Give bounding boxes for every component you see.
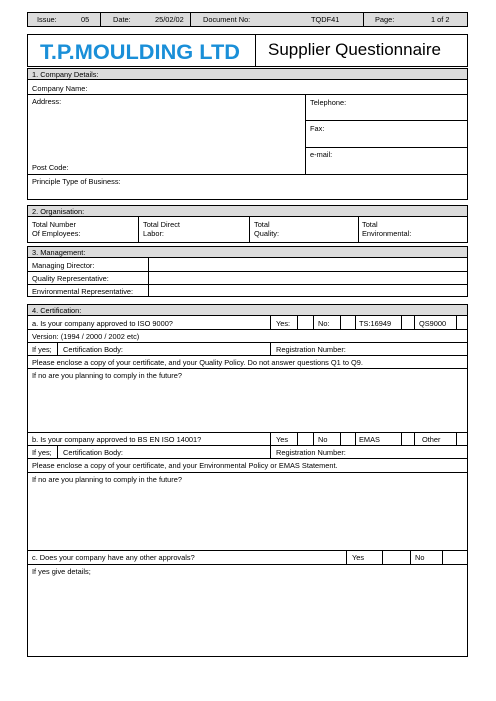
registration-number-field[interactable]: Registration Number: — [276, 345, 346, 354]
logo-text: T.P.MOULDING LTD — [40, 41, 240, 62]
version-field[interactable]: Version: (1994 / 2000 / 2002 etc) — [32, 332, 140, 341]
direct-labor-label-2[interactable]: Labor: — [143, 229, 164, 238]
employees-label-1: Total Number — [32, 220, 76, 229]
environmental-label-2[interactable]: Environmental: — [362, 229, 412, 238]
other-option[interactable]: Other — [422, 435, 441, 444]
employees-label-2[interactable]: Of Employees: — [32, 229, 81, 238]
section-1-heading: 1. Company Details: — [32, 70, 99, 79]
certification-body-field[interactable]: Certification Body: — [63, 345, 123, 354]
certification-body-field-b[interactable]: Certification Body: — [63, 448, 123, 457]
environmental-label-1: Total — [362, 220, 378, 229]
page-title: Supplier Questionnaire — [268, 40, 441, 59]
telephone-field[interactable]: Telephone: — [310, 98, 347, 107]
iso14001-yes-option[interactable]: Yes — [276, 435, 289, 444]
registration-number-field-b[interactable]: Registration Number: — [276, 448, 346, 457]
managing-director-field[interactable]: Managing Director: — [32, 261, 95, 270]
quality-label-2[interactable]: Quality: — [254, 229, 280, 238]
company-logo — [38, 40, 248, 62]
iso9000-no-option[interactable]: No: — [318, 319, 330, 328]
logo-graphic — [38, 40, 248, 62]
qs9000-option[interactable]: QS9000 — [419, 319, 447, 328]
emas-option[interactable]: EMAS — [359, 435, 380, 444]
section-4-heading: 4. Certification: — [32, 306, 82, 315]
quality-representative-field[interactable]: Quality Representative: — [32, 274, 109, 283]
if-yes-label-b: If yes; — [32, 448, 52, 457]
approval-details-field[interactable]: If yes give details; — [32, 567, 91, 576]
document-number-label: Document No: — [203, 15, 251, 24]
address-field[interactable]: Address: — [32, 97, 62, 106]
business-type-field[interactable]: Principle Type of Business: — [32, 177, 121, 186]
date-label: Date: — [113, 15, 131, 24]
iso14001-no-option[interactable]: No — [318, 435, 328, 444]
iso9000-yes-option[interactable]: Yes: — [276, 319, 291, 328]
other-approvals-question: c. Does your company have any other approvals? — [32, 553, 195, 562]
issue-label: Issue: — [37, 15, 57, 24]
other-approvals-no-option[interactable]: No — [415, 553, 425, 562]
issue-value: 05 — [81, 15, 90, 24]
iso9000-question: a. Is your company approved to ISO 9000? — [32, 319, 173, 328]
section-2-heading: 2. Organisation: — [32, 207, 85, 216]
future-plan-field-a[interactable]: If no are you planning to comply in the future? — [32, 371, 182, 380]
company-name-field[interactable]: Company Name: — [32, 84, 88, 93]
page-label: Page: — [375, 15, 395, 24]
if-yes-label: If yes; — [32, 345, 52, 354]
enclose-quality-note: Please enclose a copy of your certificate, and your Quality Policy. Do not answer questions Q1 to Q9. — [32, 358, 363, 367]
document-number-value: TQDF41 — [311, 15, 340, 24]
page-value: 1 of 2 — [431, 15, 450, 24]
date-value: 25/02/02 — [155, 15, 184, 24]
future-plan-field-b[interactable]: If no are you planning to comply in the future? — [32, 475, 182, 484]
other-approvals-yes-option[interactable]: Yes — [352, 553, 365, 562]
enclose-environmental-note: Please enclose a copy of your certificate, and your Environmental Policy or EMAS Statement. — [32, 461, 338, 470]
quality-label-1: Total — [254, 220, 270, 229]
fax-field[interactable]: Fax: — [310, 124, 325, 133]
post-code-field[interactable]: Post Code: — [32, 163, 69, 172]
iso14001-question: b. Is your company approved to BS EN ISO 14001? — [32, 435, 202, 444]
direct-labor-label-1: Total Direct — [143, 220, 180, 229]
email-field[interactable]: e-mail: — [310, 150, 333, 159]
ts16949-option[interactable]: TS:16949 — [359, 319, 392, 328]
section-3-heading: 3. Management: — [32, 248, 86, 257]
environmental-representative-field[interactable]: Environmental Representative: — [32, 287, 134, 296]
